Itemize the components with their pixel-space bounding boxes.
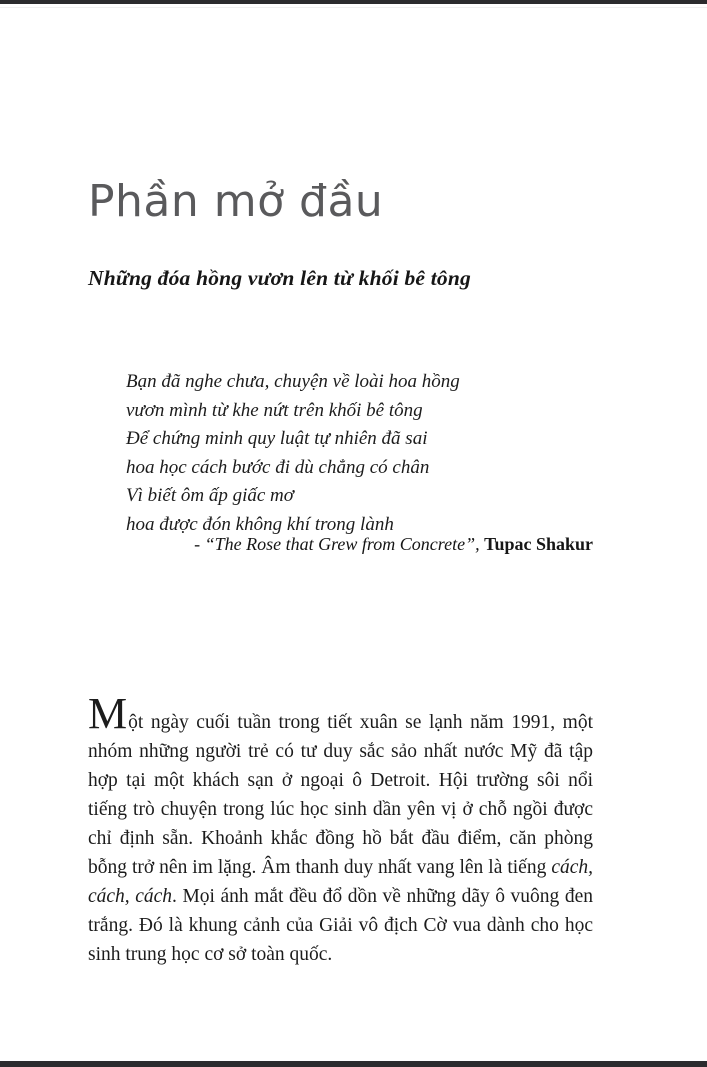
drop-cap: M [88,689,129,738]
poem-line: hoa được đón không khí trong lành [126,513,394,535]
top-hairline [0,7,707,8]
body-paragraph [88,689,594,969]
bottom-border-bar [0,1061,707,1067]
chapter-title: Phần mở đầu [88,176,384,227]
attribution-author: Tupac Shakur [484,534,593,554]
poem-line: hoa học cách bước đi dù chẳng có chân [126,456,430,478]
poem-quote [126,368,460,539]
top-border-bar [0,0,707,4]
paragraph-text-italic: cách, cách, cách [88,857,593,907]
paragraph-text-start: ột ngày cuối tuần trong tiết xuân se lạnh năm 1991, một nhóm những người trẻ có tư duy sắc sảo nhất nước Mỹ đã tập hợp tại một khách sạn ở ngoại ô Detroit. Hội trường sôi nổi tiếng trò chuyện trong lúc học sinh dần yên vị ở chỗ ngồi được chỉ định sẵn. Khoảnh khắc đồng hồ bắt đầu điểm, căn phòng bỗng trở nên im lặng. Âm thanh duy nhất vang lên là tiếng [88,712,593,878]
poem-attribution [88,534,593,555]
attribution-source-title: “The Rose that Grew from Concrete”, [204,534,485,554]
paragraph-text-end: . Mọi ánh mắt đều đổ dồn về những dãy ô vuông đen trắng. Đó là khung cảnh của Giải vô địch Cờ vua dành cho học sinh trung học cơ sở toàn quốc. [88,886,594,965]
chapter-subtitle: Những đóa hồng vươn lên từ khối bê tông [88,266,471,290]
poem-line: vươn mình từ khe nứt trên khối bê tông [126,399,423,421]
poem-line: Bạn đã nghe chưa, chuyện về loài hoa hồng [126,371,460,392]
poem-line: Để chứng minh quy luật tự nhiên đã sai [126,428,428,449]
poem-line: Vì biết ôm ấp giấc mơ [126,485,294,506]
attribution-dash: - [194,534,205,554]
